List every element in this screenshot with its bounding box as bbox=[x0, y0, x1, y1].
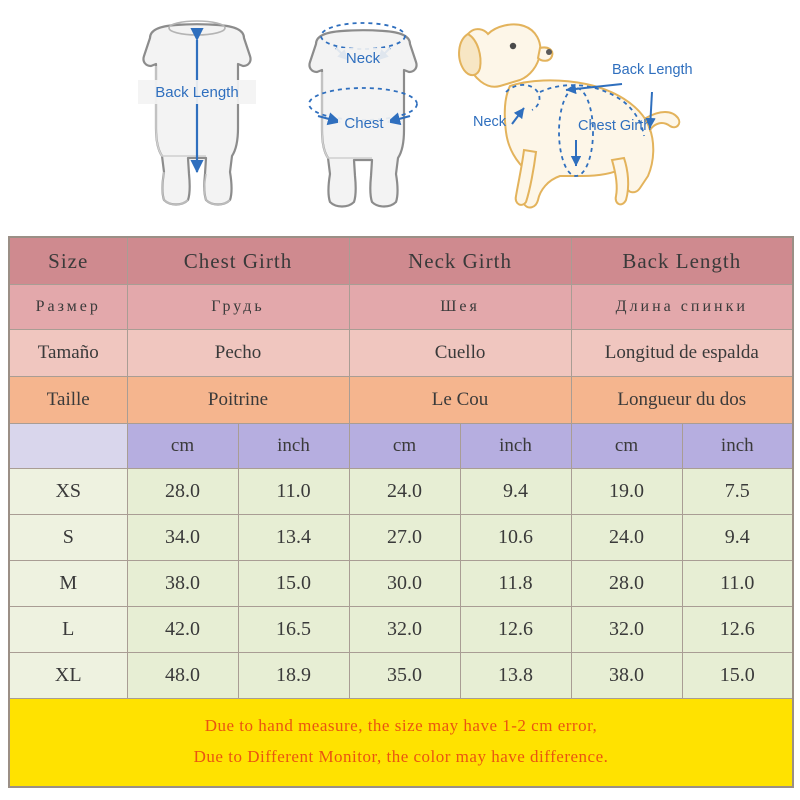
size-table bbox=[8, 236, 794, 788]
cell-back-inch: 7.5 bbox=[682, 469, 793, 515]
unit-chest-inch: inch bbox=[238, 424, 349, 469]
cell-size: M bbox=[9, 561, 127, 607]
table-row-notes bbox=[9, 699, 793, 787]
header-size-en: Size bbox=[9, 237, 127, 285]
cell-neck-cm: 35.0 bbox=[349, 653, 460, 699]
cell-back-inch: 9.4 bbox=[682, 515, 793, 561]
header-chest-fr: Poitrine bbox=[127, 377, 349, 424]
cell-neck-cm: 24.0 bbox=[349, 469, 460, 515]
cell-size: L bbox=[9, 607, 127, 653]
table-row bbox=[9, 653, 793, 699]
label-neck-dog: Neck bbox=[473, 114, 507, 130]
table-row-header-ru bbox=[9, 285, 793, 330]
label-chest-back: Chest bbox=[344, 115, 384, 132]
cell-back-cm: 38.0 bbox=[571, 653, 682, 699]
label-back-length-front: Back Length bbox=[155, 84, 239, 101]
cell-chest-cm: 38.0 bbox=[127, 561, 238, 607]
cell-chest-cm: 42.0 bbox=[127, 607, 238, 653]
cell-neck-cm: 32.0 bbox=[349, 607, 460, 653]
cell-size: XS bbox=[9, 469, 127, 515]
cell-back-inch: 12.6 bbox=[682, 607, 793, 653]
header-size-es: Tamaño bbox=[9, 330, 127, 377]
header-chest-en: Chest Girth bbox=[127, 237, 349, 285]
cell-chest-inch: 18.9 bbox=[238, 653, 349, 699]
table-row-header-fr bbox=[9, 377, 793, 424]
header-neck-ru: Шея bbox=[349, 285, 571, 330]
cell-back-inch: 11.0 bbox=[682, 561, 793, 607]
cell-back-cm: 32.0 bbox=[571, 607, 682, 653]
cell-neck-cm: 30.0 bbox=[349, 561, 460, 607]
garment-front-illustration bbox=[138, 21, 256, 205]
table-row bbox=[9, 515, 793, 561]
header-size-fr: Taille bbox=[9, 377, 127, 424]
cell-chest-inch: 11.0 bbox=[238, 469, 349, 515]
measurement-diagram bbox=[0, 0, 800, 232]
label-neck-back: Neck bbox=[345, 50, 381, 67]
label-back-length-dog: Back Length bbox=[612, 62, 693, 78]
header-back-ru: Длина спинки bbox=[571, 285, 793, 330]
header-back-en: Back Length bbox=[571, 237, 793, 285]
cell-neck-inch: 10.6 bbox=[460, 515, 571, 561]
header-neck-es: Cuello bbox=[349, 330, 571, 377]
cell-chest-inch: 13.4 bbox=[238, 515, 349, 561]
unit-neck-cm: cm bbox=[349, 424, 460, 469]
table-row-units bbox=[9, 424, 793, 469]
cell-back-inch: 15.0 bbox=[682, 653, 793, 699]
cell-size: XL bbox=[9, 653, 127, 699]
cell-chest-cm: 48.0 bbox=[127, 653, 238, 699]
header-chest-es: Pecho bbox=[127, 330, 349, 377]
cell-neck-inch: 12.6 bbox=[460, 607, 571, 653]
header-neck-en: Neck Girth bbox=[349, 237, 571, 285]
dog-illustration bbox=[459, 24, 693, 207]
cell-neck-inch: 13.8 bbox=[460, 653, 571, 699]
label-chest-girth-dog: Chest Girth bbox=[578, 118, 652, 134]
table-row-header-es bbox=[9, 330, 793, 377]
table-row-header-en bbox=[9, 237, 793, 285]
cell-neck-inch: 9.4 bbox=[460, 469, 571, 515]
unit-neck-inch: inch bbox=[460, 424, 571, 469]
cell-chest-inch: 16.5 bbox=[238, 607, 349, 653]
unit-blank bbox=[9, 424, 127, 469]
cell-back-cm: 28.0 bbox=[571, 561, 682, 607]
notes-block bbox=[10, 699, 792, 786]
table-row bbox=[9, 607, 793, 653]
cell-back-cm: 24.0 bbox=[571, 515, 682, 561]
cell-back-cm: 19.0 bbox=[571, 469, 682, 515]
note-line-2: Due to Different Monitor, the color may have difference. bbox=[193, 747, 609, 767]
note-line-1: Due to hand measure, the size may have 1-2 cm error, bbox=[204, 716, 598, 735]
cell-neck-cm: 27.0 bbox=[349, 515, 460, 561]
cell-chest-cm: 34.0 bbox=[127, 515, 238, 561]
header-back-es: Longitud de espalda bbox=[571, 330, 793, 377]
garment-back-illustration bbox=[309, 23, 417, 207]
unit-back-inch: inch bbox=[682, 424, 793, 469]
unit-chest-cm: cm bbox=[127, 424, 238, 469]
header-neck-fr: Le Cou bbox=[349, 377, 571, 424]
header-back-fr: Longueur du dos bbox=[571, 377, 793, 424]
cell-chest-inch: 15.0 bbox=[238, 561, 349, 607]
cell-neck-inch: 11.8 bbox=[460, 561, 571, 607]
cell-size: S bbox=[9, 515, 127, 561]
table-row bbox=[9, 469, 793, 515]
illustration-area bbox=[0, 0, 800, 232]
header-chest-ru: Грудь bbox=[127, 285, 349, 330]
header-size-ru: Размер bbox=[9, 285, 127, 330]
cell-chest-cm: 28.0 bbox=[127, 469, 238, 515]
table-row bbox=[9, 561, 793, 607]
unit-back-cm: cm bbox=[571, 424, 682, 469]
